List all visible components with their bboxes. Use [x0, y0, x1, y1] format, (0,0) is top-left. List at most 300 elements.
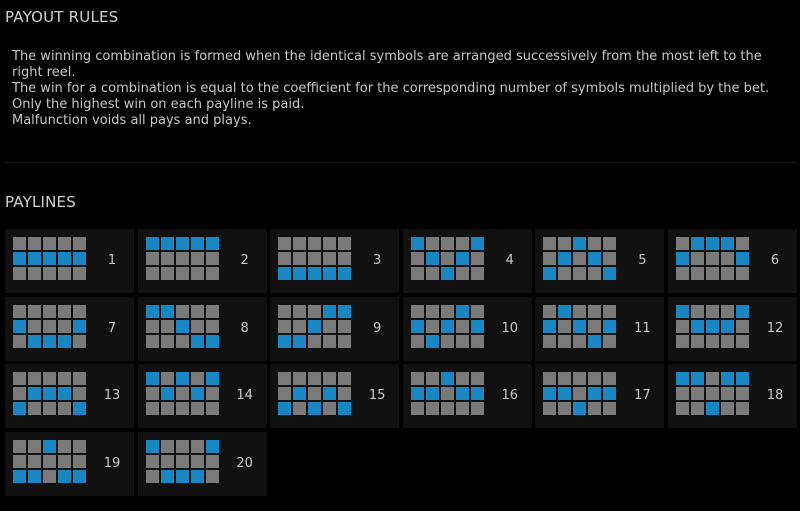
payline-number: 14: [236, 388, 253, 404]
payline-number: 19: [103, 455, 121, 471]
payline-square-active: [308, 267, 321, 280]
payline-cell: [535, 297, 664, 361]
payline-pattern: [543, 305, 616, 348]
payline-square-active: [691, 320, 704, 333]
paylines-grid: [5, 229, 797, 496]
payline-square-active: [426, 387, 439, 400]
payline-square-active: [323, 387, 336, 400]
payline-square: [426, 237, 439, 250]
payline-square: [278, 252, 291, 265]
payline-square-active: [411, 387, 424, 400]
payline-pattern: [543, 372, 616, 415]
payline-square: [543, 372, 556, 385]
payline-square: [13, 237, 26, 250]
payline-square: [411, 335, 424, 348]
payline-square: [706, 372, 719, 385]
payline-square: [73, 267, 86, 280]
payline-square: [543, 335, 556, 348]
payline-square-active: [426, 335, 439, 348]
payline-square: [411, 267, 424, 280]
payline-square-active: [28, 252, 41, 265]
payline-square: [588, 305, 601, 318]
payline-square-active: [456, 252, 469, 265]
payline-square: [603, 252, 616, 265]
payline-square-active: [603, 387, 616, 400]
payline-square: [293, 372, 306, 385]
payline-pattern: [676, 372, 749, 415]
payline-cell: [270, 364, 399, 428]
payline-square: [191, 267, 204, 280]
payline-square: [691, 402, 704, 415]
payline-square: [323, 237, 336, 250]
payline-square-active: [676, 305, 689, 318]
payline-number: 1: [107, 253, 117, 268]
payline-cell: [403, 229, 532, 293]
payline-square: [456, 335, 469, 348]
payline-square-active: [456, 387, 469, 400]
payline-square-active: [73, 252, 86, 265]
payline-square-active: [28, 470, 41, 483]
payline-square: [28, 237, 41, 250]
payline-square: [543, 237, 556, 250]
payline-square: [43, 267, 56, 280]
payline-pattern: [278, 372, 351, 415]
payline-square-active: [558, 305, 571, 318]
payline-square-active: [558, 387, 571, 400]
payline-square: [573, 305, 586, 318]
payline-square: [543, 252, 556, 265]
payline-square: [456, 372, 469, 385]
payline-square-active: [441, 320, 454, 333]
payline-pattern: [676, 237, 749, 280]
payline-square: [161, 455, 174, 468]
payline-square: [338, 320, 351, 333]
payline-square: [278, 372, 291, 385]
payline-square: [58, 402, 71, 415]
payline-square: [206, 387, 219, 400]
payline-square: [13, 335, 26, 348]
payline-square: [293, 237, 306, 250]
payline-square: [146, 335, 159, 348]
payline-square: [588, 267, 601, 280]
payline-square: [146, 470, 159, 483]
payline-square: [146, 252, 159, 265]
payline-square: [176, 402, 189, 415]
payline-square-active: [161, 470, 174, 483]
payline-number: 16: [501, 388, 519, 404]
payline-square: [471, 305, 484, 318]
payline-square-active: [543, 387, 556, 400]
payline-square: [191, 455, 204, 468]
payline-square-active: [471, 320, 484, 333]
payline-square: [146, 267, 159, 280]
payline-square: [206, 305, 219, 318]
payline-square-active: [736, 252, 749, 265]
payline-square: [146, 402, 159, 415]
payline-cell: [138, 297, 267, 361]
payline-square: [73, 455, 86, 468]
payline-square: [603, 402, 616, 415]
payline-square-active: [43, 252, 56, 265]
payline-square-active: [13, 252, 26, 265]
payline-square: [706, 267, 719, 280]
payline-square-active: [573, 237, 586, 250]
payline-pattern: [676, 305, 749, 348]
payline-cell: [403, 297, 532, 361]
payline-square: [411, 402, 424, 415]
payline-square: [146, 387, 159, 400]
payline-square: [43, 470, 56, 483]
payline-square: [736, 335, 749, 348]
payline-square: [73, 237, 86, 250]
payline-square: [278, 387, 291, 400]
payline-number: 12: [766, 320, 784, 336]
payline-square: [191, 305, 204, 318]
payline-square-active: [308, 402, 321, 415]
payline-square: [426, 372, 439, 385]
payline-square: [338, 335, 351, 348]
payline-square: [543, 305, 556, 318]
payline-square: [558, 320, 571, 333]
payline-square: [323, 335, 336, 348]
payline-square-active: [338, 267, 351, 280]
payline-square: [58, 305, 71, 318]
payline-square: [426, 305, 439, 318]
payline-square-active: [58, 335, 71, 348]
payline-square: [206, 402, 219, 415]
payline-square: [293, 252, 306, 265]
payline-square-active: [471, 387, 484, 400]
payline-square-active: [58, 470, 71, 483]
payline-square: [58, 440, 71, 453]
payline-square-active: [338, 305, 351, 318]
payline-square: [308, 387, 321, 400]
payline-square-active: [146, 440, 159, 453]
rule-line: The win for a combination is equal to the coefficient for the corresponding number of symbols multiplied by the bet.: [12, 81, 770, 96]
payline-number: 9: [373, 320, 382, 336]
payline-square: [558, 372, 571, 385]
payline-square: [146, 320, 159, 333]
payline-square: [278, 237, 291, 250]
payline-square: [176, 440, 189, 453]
payline-square: [573, 387, 586, 400]
payline-number: 3: [373, 253, 382, 268]
payline-square-active: [206, 335, 219, 348]
payline-square: [13, 440, 26, 453]
payline-square: [308, 252, 321, 265]
payline-square: [691, 267, 704, 280]
payline-square: [676, 237, 689, 250]
payline-square-active: [441, 267, 454, 280]
payline-cell: [668, 229, 797, 293]
payline-square-active: [588, 387, 601, 400]
payline-square-active: [676, 252, 689, 265]
payline-square: [43, 402, 56, 415]
payline-square-active: [191, 237, 204, 250]
payline-cell: [138, 432, 267, 496]
payline-square: [676, 335, 689, 348]
section-divider: [5, 162, 797, 163]
payline-pattern: [13, 372, 86, 415]
payline-square-active: [293, 387, 306, 400]
payline-square: [603, 335, 616, 348]
payline-cell: [270, 229, 399, 293]
payline-square: [161, 320, 174, 333]
payline-square: [676, 402, 689, 415]
payline-square-active: [206, 237, 219, 250]
payline-square-active: [278, 335, 291, 348]
payline-square-active: [13, 470, 26, 483]
payline-square: [706, 387, 719, 400]
payline-square: [603, 372, 616, 385]
payline-square: [161, 440, 174, 453]
payline-square-active: [73, 470, 86, 483]
payline-cell: [5, 297, 134, 361]
payline-square: [13, 387, 26, 400]
payline-square: [206, 455, 219, 468]
payline-square-active: [456, 305, 469, 318]
payline-square-active: [206, 372, 219, 385]
payline-square: [43, 320, 56, 333]
payline-square: [13, 305, 26, 318]
payline-number: 4: [505, 253, 514, 268]
payline-cell: [403, 364, 532, 428]
payline-square-active: [308, 320, 321, 333]
payline-square-active: [691, 372, 704, 385]
payline-square-active: [146, 372, 159, 385]
payline-square: [43, 372, 56, 385]
payline-square: [441, 387, 454, 400]
payline-square: [28, 372, 41, 385]
payline-square: [161, 335, 174, 348]
payline-square-active: [43, 440, 56, 453]
payline-square: [43, 305, 56, 318]
payline-square: [308, 335, 321, 348]
payline-square: [323, 252, 336, 265]
payline-square-active: [706, 402, 719, 415]
payline-square: [13, 267, 26, 280]
payline-square-active: [176, 237, 189, 250]
payline-pattern: [278, 237, 351, 280]
payline-cell: [535, 364, 664, 428]
payline-cell: [535, 229, 664, 293]
payline-square: [706, 335, 719, 348]
payline-square-active: [146, 237, 159, 250]
payline-number: 18: [766, 388, 784, 404]
payline-square: [456, 267, 469, 280]
payline-cell: [5, 229, 134, 293]
payline-square: [338, 237, 351, 250]
payline-square: [721, 387, 734, 400]
payline-square-active: [161, 387, 174, 400]
payline-square: [736, 387, 749, 400]
payline-square: [691, 305, 704, 318]
payline-square: [471, 372, 484, 385]
payline-pattern: [278, 305, 351, 348]
payline-square: [176, 305, 189, 318]
payline-square: [558, 267, 571, 280]
payline-square-active: [691, 237, 704, 250]
payline-square: [441, 252, 454, 265]
payline-square: [206, 470, 219, 483]
payline-cell: [668, 297, 797, 361]
payline-square-active: [411, 237, 424, 250]
payline-square: [191, 252, 204, 265]
payline-square-active: [471, 237, 484, 250]
payline-square: [293, 320, 306, 333]
payline-square: [161, 372, 174, 385]
payline-square-active: [603, 267, 616, 280]
payline-square: [456, 237, 469, 250]
payline-square: [441, 335, 454, 348]
payline-square: [278, 305, 291, 318]
payline-square: [558, 237, 571, 250]
payline-square: [28, 440, 41, 453]
payline-square-active: [73, 320, 86, 333]
payline-square: [278, 320, 291, 333]
payline-number: 17: [634, 388, 651, 404]
payline-square: [323, 402, 336, 415]
payline-square: [176, 335, 189, 348]
payline-square: [206, 267, 219, 280]
payline-square: [676, 387, 689, 400]
payline-pattern: [146, 305, 219, 348]
payline-square: [323, 372, 336, 385]
payline-square: [588, 372, 601, 385]
payline-square-active: [161, 237, 174, 250]
payout-rules-title: PAYOUT RULES: [5, 8, 119, 26]
payline-square: [471, 402, 484, 415]
payline-square-active: [426, 252, 439, 265]
payline-square-active: [721, 237, 734, 250]
payline-square: [573, 335, 586, 348]
payline-square: [191, 320, 204, 333]
payline-square-active: [73, 402, 86, 415]
payline-pattern: [13, 440, 86, 483]
payline-square: [676, 320, 689, 333]
payline-square: [558, 402, 571, 415]
payline-square: [73, 387, 86, 400]
payline-square: [543, 402, 556, 415]
payline-square: [28, 305, 41, 318]
payline-cell: [138, 229, 267, 293]
payline-pattern: [146, 372, 219, 415]
payline-pattern: [411, 372, 484, 415]
payline-square-active: [43, 335, 56, 348]
payline-square: [28, 402, 41, 415]
payline-square: [206, 252, 219, 265]
payline-square: [176, 387, 189, 400]
payline-square: [73, 440, 86, 453]
payline-square: [58, 320, 71, 333]
payline-square: [456, 320, 469, 333]
payline-square: [706, 305, 719, 318]
payline-square: [28, 267, 41, 280]
payline-square: [58, 372, 71, 385]
payline-square: [308, 237, 321, 250]
payline-cell: [668, 364, 797, 428]
payline-square: [676, 267, 689, 280]
payline-square-active: [558, 252, 571, 265]
payline-square: [146, 455, 159, 468]
payline-square-active: [28, 335, 41, 348]
payline-square: [573, 267, 586, 280]
payline-square: [323, 320, 336, 333]
payline-square: [13, 372, 26, 385]
payline-square-active: [278, 402, 291, 415]
payline-square: [411, 252, 424, 265]
payline-square: [736, 267, 749, 280]
payline-number: 10: [501, 320, 519, 336]
payline-square: [603, 237, 616, 250]
payline-square-active: [28, 387, 41, 400]
payline-number: 15: [368, 388, 386, 404]
payline-pattern: [13, 237, 86, 280]
payline-square: [471, 335, 484, 348]
payline-square: [588, 320, 601, 333]
payline-square: [736, 402, 749, 415]
payline-square-active: [441, 372, 454, 385]
payline-square-active: [206, 440, 219, 453]
payline-square: [558, 335, 571, 348]
payline-square: [588, 237, 601, 250]
payout-rules-text: [12, 49, 782, 129]
paylines-title: PAYLINES: [5, 193, 76, 211]
payline-square-active: [736, 305, 749, 318]
payline-square-active: [58, 387, 71, 400]
payline-square: [176, 455, 189, 468]
rule-line: Malfunction voids all pays and plays.: [12, 113, 252, 128]
payline-square: [73, 335, 86, 348]
payline-square-active: [721, 372, 734, 385]
payline-square: [13, 455, 26, 468]
payline-square: [58, 455, 71, 468]
payline-square-active: [146, 305, 159, 318]
payline-square: [721, 402, 734, 415]
payline-square: [191, 402, 204, 415]
payline-number: 13: [103, 388, 121, 404]
payline-square: [28, 455, 41, 468]
payline-square-active: [191, 387, 204, 400]
payline-square: [338, 372, 351, 385]
payline-square-active: [278, 267, 291, 280]
payline-square: [441, 402, 454, 415]
payline-square: [441, 305, 454, 318]
payline-square: [691, 387, 704, 400]
payline-square-active: [543, 267, 556, 280]
payline-square: [43, 455, 56, 468]
payline-square-active: [411, 320, 424, 333]
payline-square: [411, 305, 424, 318]
payline-square: [176, 267, 189, 280]
payline-square: [58, 237, 71, 250]
payline-square: [73, 372, 86, 385]
payline-square: [456, 402, 469, 415]
payline-square: [603, 305, 616, 318]
payline-square-active: [706, 320, 719, 333]
payline-square-active: [573, 320, 586, 333]
payline-square-active: [588, 252, 601, 265]
payline-square: [58, 267, 71, 280]
payline-square: [338, 252, 351, 265]
payline-square-active: [721, 320, 734, 333]
payline-square: [721, 335, 734, 348]
payline-pattern: [411, 305, 484, 348]
payline-number: 20: [236, 455, 253, 471]
payline-square-active: [706, 237, 719, 250]
payline-number: 8: [240, 320, 249, 336]
payline-number: 6: [770, 253, 780, 268]
